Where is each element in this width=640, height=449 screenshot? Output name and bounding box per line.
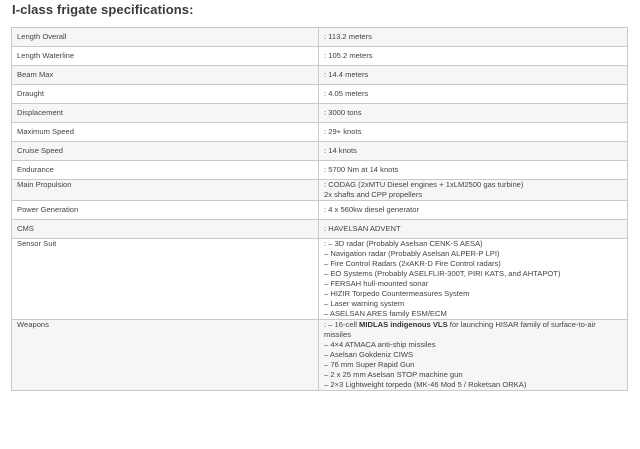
table-row: [12, 123, 628, 142]
row-value: : 113.2 meters: [319, 28, 628, 47]
value-text: : – 16-cell: [324, 320, 360, 329]
row-value: [319, 320, 628, 391]
specifications-table: [11, 27, 628, 391]
row-label: Main Propulsion: [12, 180, 319, 201]
row-label: Displacement: [12, 104, 319, 123]
table-row: [12, 28, 628, 47]
row-value: : 5700 Nm at 14 knots: [319, 161, 628, 180]
value-line: – ASELSAN ARES family ESM/ECM: [324, 309, 447, 318]
value-line: – Aselsan Gokdeniz CIWS: [324, 350, 414, 359]
row-label: Length Waterline: [12, 47, 319, 66]
value-line: – HIZIR Torpedo Countermeasures System: [324, 289, 470, 298]
value-line: : CODAG (2xMTU Diesel engines + 1xLM2500 gas turbine): [324, 180, 524, 189]
table-row: [12, 104, 628, 123]
row-label: Draught: [12, 85, 319, 104]
row-label: Length Overall: [12, 28, 319, 47]
value-line: – 4×4 ATMACA anti-ship missiles: [324, 340, 436, 349]
row-value: : 4 x 560kw diesel generator: [319, 201, 628, 220]
value-line: – 2×3 Lightweight torpedo (MK-46 Mod 5 / Roketsan ORKA): [324, 380, 527, 389]
row-value: : 14.4 meters: [319, 66, 628, 85]
value-line: 2x shafts and CPP propellers: [324, 190, 423, 199]
row-value: : 29+ knots: [319, 123, 628, 142]
table-row: [12, 239, 628, 320]
value-line: – FERSAH hull-mounted sonar: [324, 279, 429, 288]
row-value: [319, 180, 628, 201]
table-row: [12, 201, 628, 220]
value-line: – 76 mm Super Rapid Gun: [324, 360, 415, 369]
value-line: – EO Systems (Probably ASELFLIR-300T, PIRI KATS, and AHTAPOT): [324, 269, 561, 278]
row-label: Maximum Speed: [12, 123, 319, 142]
table-row: [12, 142, 628, 161]
value-line: – 2 x 25 mm Aselsan STOP machine gun: [324, 370, 463, 379]
table-row: [12, 320, 628, 391]
row-value: : 4.05 meters: [319, 85, 628, 104]
value-line: : – 3D radar (Probably Aselsan CENK-S AESA): [324, 239, 483, 248]
value-line: – Laser warning system: [324, 299, 405, 308]
table-row: [12, 220, 628, 239]
value-line: – Navigation radar (Probably Aselsan ALPER-P LPI): [324, 249, 500, 258]
table-row: [12, 66, 628, 85]
table-row: [12, 47, 628, 66]
row-value: : HAVELSAN ADVENT: [319, 220, 628, 239]
value-text: for launching HISAR family of surface-to-air missiles: [324, 320, 596, 339]
table-row: [12, 161, 628, 180]
row-value: [319, 239, 628, 320]
row-label: Weapons: [12, 320, 319, 391]
row-label: Power Generation: [12, 201, 319, 220]
row-label: Endurance: [12, 161, 319, 180]
row-value: : 105.2 meters: [319, 47, 628, 66]
page-title: I-class frigate specifications:: [12, 2, 194, 17]
value-line: [324, 320, 622, 340]
row-label: Cruise Speed: [12, 142, 319, 161]
row-label: Beam Max: [12, 66, 319, 85]
row-label: Sensor Suit: [12, 239, 319, 320]
value-bold-text: MIDLAS indigenous VLS: [359, 320, 448, 329]
value-line: – Fire Control Radars (2xAKR-D Fire Control radars): [324, 259, 501, 268]
table-row: [12, 180, 628, 201]
row-value: : 3000 tons: [319, 104, 628, 123]
table-row: [12, 85, 628, 104]
row-value: : 14 knots: [319, 142, 628, 161]
row-label: CMS: [12, 220, 319, 239]
